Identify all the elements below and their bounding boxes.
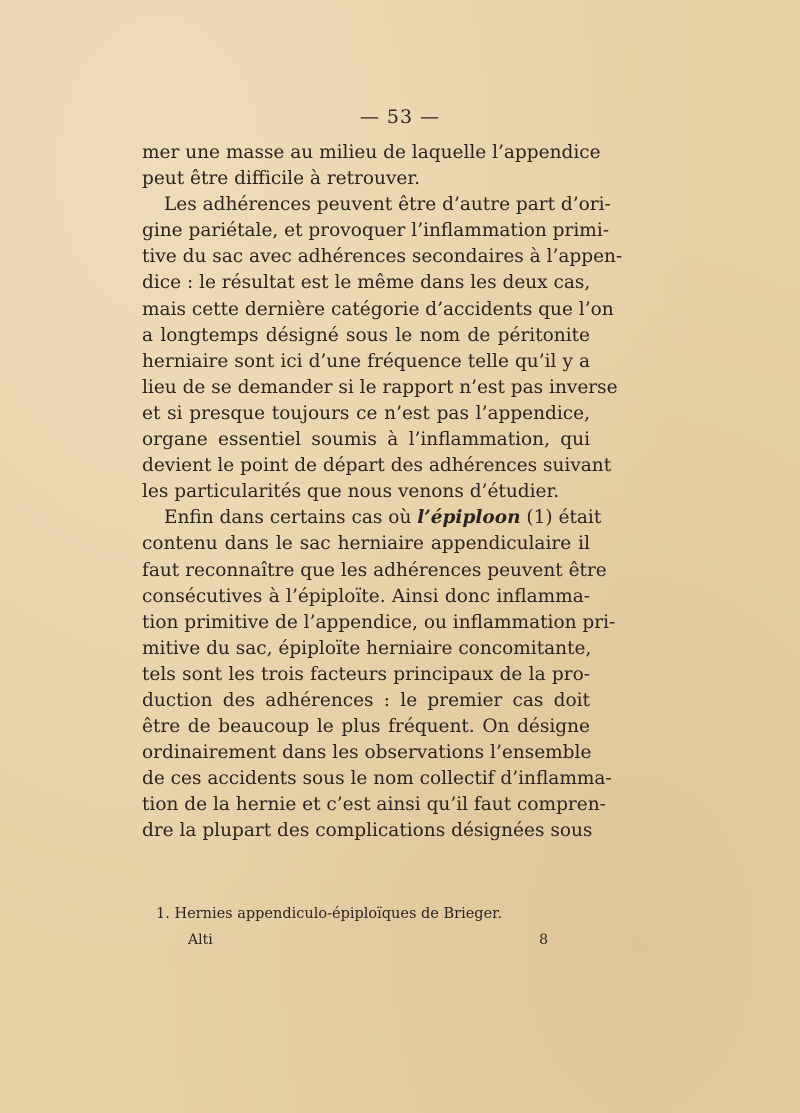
signature-number: 8 bbox=[539, 932, 548, 948]
text-line: Les adhérences peuvent être d’autre part d’ori- bbox=[164, 194, 611, 216]
text-line: herniaire sont ici d’une fréquence telle qu’il y a bbox=[142, 350, 590, 372]
text-line: et si presque toujours ce n’est pas l’appendice, bbox=[142, 402, 590, 424]
text-line: lieu de se demander si le rapport n’est pas inverse bbox=[142, 376, 618, 398]
text-line: contenu dans le sac herniaire appendiculaire il bbox=[142, 533, 590, 555]
italic-term: l’épiploon bbox=[417, 507, 521, 529]
text-line: dre la plupart des complications désignées sous bbox=[142, 820, 593, 842]
text-line: gine pariétale, et provoquer l’inflammation primi- bbox=[142, 220, 609, 242]
signature-text: Alti bbox=[188, 932, 213, 948]
text-line: dice : le résultat est le même dans les deux cas, bbox=[142, 272, 591, 294]
body-text bbox=[142, 140, 623, 845]
text-line: les particularités que nous venons d’étudier. bbox=[142, 481, 560, 503]
text-line: consécutives à l’épiploïte. Ainsi donc inflamma- bbox=[142, 585, 590, 607]
footnote: 1. Hernies appendiculo-épiploïques de Brieger. bbox=[156, 906, 503, 922]
text-line: faut reconnaître que les adhérences peuvent être bbox=[142, 559, 607, 581]
text-line bbox=[142, 505, 602, 531]
text-line: duction des adhérences : le premier cas doit bbox=[142, 689, 590, 711]
text-line: être de beaucoup le plus fréquent. On désigne bbox=[142, 716, 590, 738]
text-line: tive du sac avec adhérences secondaires à l’appen- bbox=[142, 246, 623, 268]
text-line: de ces accidents sous le nom collectif d’inflamma- bbox=[142, 768, 612, 790]
page-number: — 53 — bbox=[359, 106, 441, 128]
text-line: mer une masse au milieu de laquelle l’appendice bbox=[142, 142, 601, 163]
text-line: mais cette dernière catégorie d’accidents que l’on bbox=[142, 298, 614, 320]
text-line: tels sont les trois facteurs principaux de la pro- bbox=[142, 663, 590, 685]
text-fragment: Enfin dans certains cas où bbox=[164, 507, 418, 529]
text-line: organe essentiel soumis à l’inflammation, qui bbox=[142, 429, 590, 451]
text-line: mitive du sac, épiploïte herniaire concomitante, bbox=[142, 637, 592, 659]
text-fragment: (1) était bbox=[520, 507, 602, 529]
text-line: devient le point de départ des adhérences suivant bbox=[142, 455, 612, 477]
text-line: ordinairement dans les observations l’ensemble bbox=[142, 742, 592, 764]
text-line: tion de la hernie et c’est ainsi qu’il faut compren- bbox=[142, 794, 606, 816]
text-line: tion primitive de l’appendice, ou inflammation pri- bbox=[142, 611, 616, 633]
text-line: peut être difficile à retrouver. bbox=[142, 168, 421, 190]
text-line: a longtemps désigné sous le nom de péritonite bbox=[142, 324, 590, 346]
